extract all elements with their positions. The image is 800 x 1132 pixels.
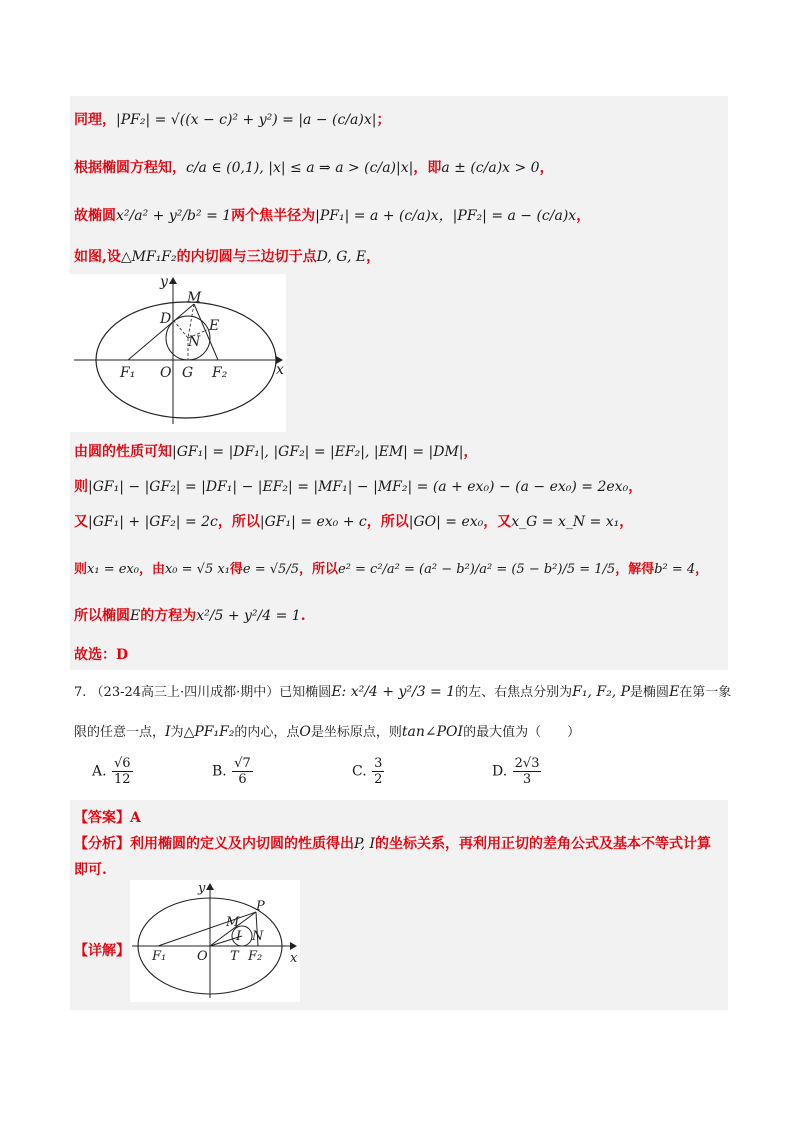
answer-line [74,808,141,828]
solution-choice: 故选：D [74,647,129,663]
segment-f1-p [158,912,256,946]
analysis-line-1: 【分析】利用椭圆的定义及内切圆的性质得出P, I的坐标关系，再利用正切的差角公式及基本不等式计算 [74,836,712,852]
solution-line-1: 同理，|PF₂| = √((x − c)² + y²) = |a − (c/a)x|； [74,112,391,128]
detail-tag: 【详解】 [74,943,130,959]
label-g: G [182,365,194,381]
label-i-2: I [236,929,242,944]
label-t-2: T [230,949,239,964]
y-axis-arrow-icon [169,277,177,284]
label-m: M [187,290,202,306]
y-axis-2-arrow-icon [206,883,214,890]
solution-line-9: 所以椭圆E的方程为x²/5 + y²/4 = 1. [74,608,306,624]
figure-1-svg [70,274,286,432]
solution-line-4: 如图,设△MF₁F₂的内切圆与三边切于点D, G, E， [74,249,381,265]
option-c[interactable]: C. $\frac{3}{2}$ [352,756,383,787]
problem-source: （23-24高三上·四川成都·期中） [90,685,280,700]
label-m-2: M [226,915,240,930]
option-b[interactable]: B. $\frac{√7}{6}$ [212,756,251,787]
ellipse-incircle-figure-1 [70,274,286,432]
label-y-2: y [198,881,206,896]
label-f2: F₂ [212,365,228,381]
label-d: D [160,311,172,327]
x-axis-2-arrow-icon [290,942,297,950]
solution-line-2: 根据椭圆方程知，c/a ∈ (0,1), |x| ≤ a ⇒ a > (c/a)|x|，即a ± (c/a)x > 0， [74,160,554,176]
label-x: x [276,362,284,378]
analysis-line-2: 即可. [74,862,107,878]
solution-line-3: 故椭圆x²/a² + y²/b² = 1两个焦半径为|PF₁| = a + (c/a)x，|PF₂| = a − (c/a)x， [74,208,591,224]
ellipse-incircle-figure-2 [130,880,300,1002]
solution-line-6: 则|GF₁| − |GF₂| = |DF₁| − |EF₂| = |MF₁| − |MF₂| = (a + ex₀) − (a − ex₀) = 2ex₀， [74,479,643,495]
option-a[interactable]: A. $\frac{√6}{12}$ [92,756,131,787]
label-p-2: P [256,899,265,914]
dashed-radius-d [174,321,188,338]
analysis-tag: 【分析】 [74,836,130,852]
solution-line-7: 又|GF₁| + |GF₂| = 2c，所以|GF₁| = ex₀ + c，所以|GO| = ex₀，又x_G = x_N = x₁， [74,514,634,530]
label-x-2: x [290,951,298,966]
solution-line-8: 则x₁ = ex₀，由x₀ = √5 x₁得e = √5/5，所以e² = c²/a² = (a² − b²)/a² = (5 − b²)/5 = 1/5，解得b² = 4， [74,562,709,577]
solution-line-5: 由圆的性质可知|GF₁| = |DF₁|, |GF₂| = |EF₂|, |EM| = |DM|， [74,444,478,460]
label-y: y [160,274,168,290]
label-f1-2: F₁ [152,949,167,964]
label-f2-2: F₂ [248,949,263,964]
label-f1: F₁ [120,365,136,381]
problem-7-line-1: 7. （23-24高三上·四川成都·期中）已知椭圆E: x²/4 + y²/3 = 1的左、右焦点分别为F₁, F₂, P是椭圆E在第一象 [74,684,732,700]
label-n-2: N [252,929,264,944]
label-o-2: O [197,949,208,964]
label-n: N [188,334,201,350]
dashed-m-n [188,304,194,338]
problem-number: 7. [74,685,87,700]
label-e: E [209,318,220,334]
problem-7-line-2: 限的任意一点，I为△PF₁F₂的内心，点O是坐标原点，则tan∠POI的最大值为（ ） [74,724,581,740]
option-d[interactable]: D. $\frac{2√3}{3}$ [492,756,540,787]
label-o: O [160,365,172,381]
answer-tag: 【答案】 [74,810,130,826]
answer-value: A [130,810,141,826]
figure-2-svg [130,880,300,1002]
